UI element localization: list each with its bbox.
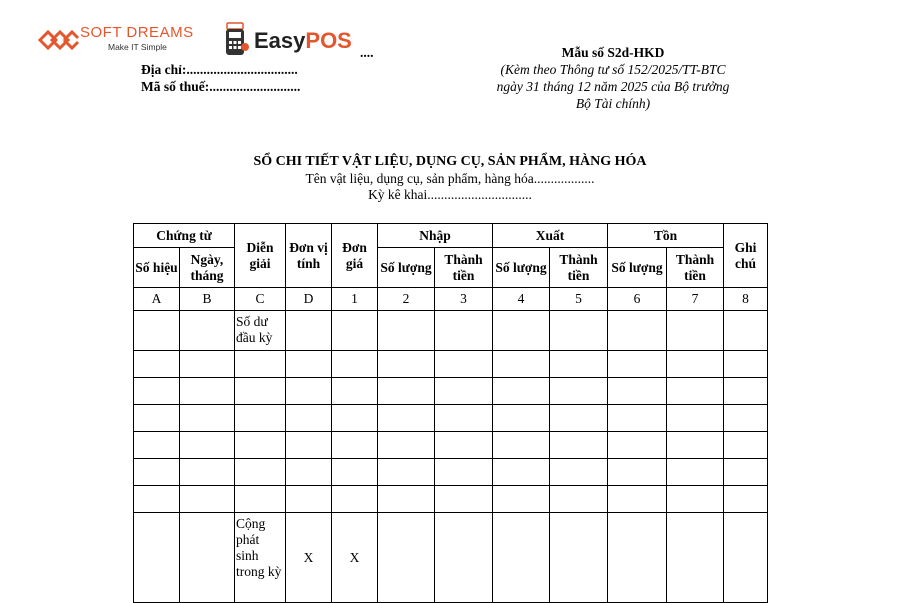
col-unit-price: Đơn giá (332, 224, 378, 288)
table-row (134, 351, 768, 378)
index-cell: A (134, 288, 180, 311)
table-row (134, 311, 768, 351)
col-in-qty: Số lượng (378, 248, 435, 288)
table-row (134, 486, 768, 513)
easypos-pos: POS (305, 28, 352, 53)
circular-line-3: Bộ Tài chính) (575, 96, 651, 111)
col-number: Số hiệu (134, 248, 180, 288)
group-balance: Tồn (608, 224, 724, 248)
col-unit: Đơn vị tính (286, 224, 332, 288)
table-row (134, 459, 768, 486)
easypos-easy: Easy (254, 28, 306, 53)
index-cell: 7 (667, 288, 724, 311)
index-cell: 8 (724, 288, 768, 311)
index-cell: 6 (608, 288, 667, 311)
col-out-qty: Số lượng (493, 248, 550, 288)
ledger-table (133, 223, 768, 603)
index-cell: 4 (493, 288, 550, 311)
table-row (134, 405, 768, 432)
period-total-label: Cộng phát sinh trong kỳ (235, 513, 286, 603)
col-balance-qty: Số lượng (608, 248, 667, 288)
index-cell: 2 (378, 288, 435, 311)
group-in: Nhập (378, 224, 493, 248)
col-balance-amount: Thành tiền (667, 248, 724, 288)
index-cell: 3 (435, 288, 493, 311)
document-title: SỔ CHI TIẾT VẬT LIỆU, DỤNG CỤ, SẢN PHẨM, HÀNG HÓA (253, 154, 647, 169)
table-row (134, 378, 768, 405)
unit-price-x-mark: X (332, 513, 378, 603)
softdreams-name: SOFT DREAMS (80, 24, 194, 41)
form-number: Mẫu số S2d-HKD (561, 45, 665, 60)
index-cell: B (180, 288, 235, 311)
index-cell: 1 (332, 288, 378, 311)
col-note: Ghi chú (724, 224, 768, 288)
table-row (134, 513, 768, 603)
col-date: Ngày, tháng (180, 248, 235, 288)
address-line: Địa chỉ:................................. (141, 62, 298, 77)
group-out: Xuất (493, 224, 608, 248)
period-line: Kỳ kê khai............................... (368, 187, 532, 202)
item-name-line: Tên vật liệu, dụng cụ, sản phẩm, hàng hóa.................. (305, 171, 595, 186)
circular-line-2: ngày 31 tháng 12 năm 2025 của Bộ trưởng (496, 79, 730, 94)
unit-x-mark: X (286, 513, 332, 603)
col-description: Diễn giải (235, 224, 286, 288)
opening-balance-label: Số dư đầu kỳ (235, 311, 286, 351)
table-row (134, 432, 768, 459)
index-cell: 5 (550, 288, 608, 311)
index-cell: C (235, 288, 286, 311)
softdreams-tagline: Make IT Simple (108, 42, 167, 52)
index-cell: D (286, 288, 332, 311)
circular-line-1: (Kèm theo Thông tư số 152/2025/TT-BTC (500, 62, 726, 77)
col-out-amount: Thành tiền (550, 248, 608, 288)
group-voucher: Chứng từ (134, 224, 235, 248)
tax-code-line: Mã số thuế:........................... (141, 79, 301, 94)
col-in-amount: Thành tiền (435, 248, 493, 288)
header-dots: .... (360, 45, 374, 60)
